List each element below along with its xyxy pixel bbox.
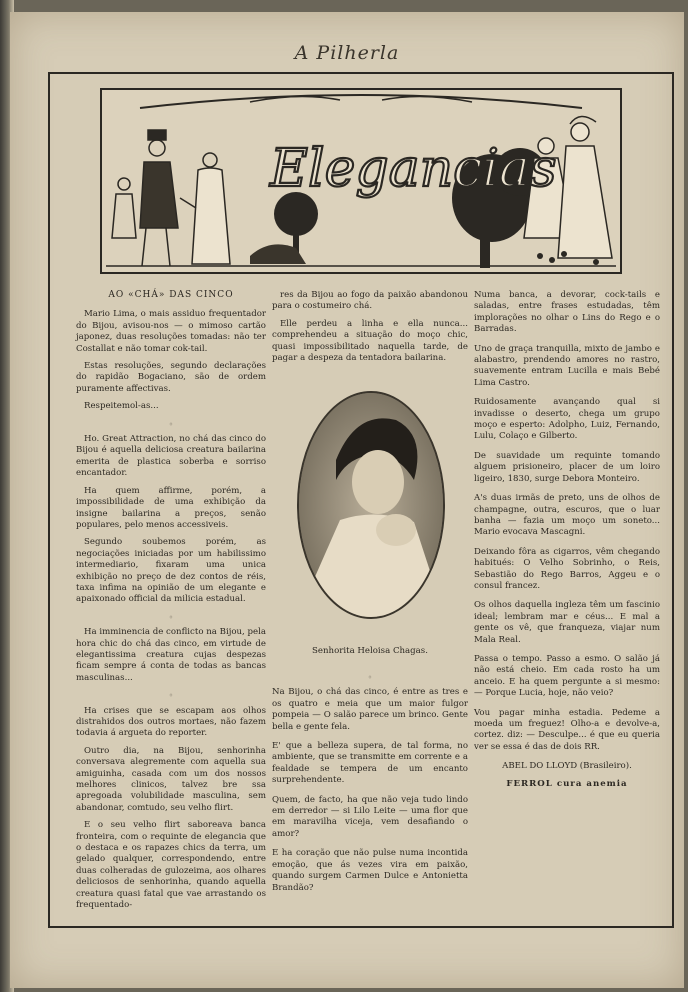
poem-stanza: Passa o tempo. Passo a esmo. O salão já não está cheio. Em cada rosto ha um anceio. E ha quem pergunte a si mesmo: — Porque Lucia, hoje, não veio? — [474, 653, 660, 699]
author-signature: ABEL DO LLOYD (Brasileiro). — [502, 761, 632, 772]
poem-stanza: Os olhos daquella ingleza têm um fascinio ideal; lembram mar e céus... E mal a gente os vê, que franqueza, viajar num Mala Real. — [474, 600, 660, 645]
poem-stanza: A's duas irmãs de preto, uns de olhos de champagne, outra, escuros, que o luar banha — fazia um moço um soneto... Mario evocava Mascagni. — [474, 493, 660, 538]
poem-stanza: Vou pagar minha estadia. Pedeme a moeda um freguez! Olho-a e devolve-a, cortez. diz: — Desculpe... é que eu queria ver se essa é das de dois RR. — [474, 707, 660, 752]
column-1 — [76, 290, 266, 918]
paragraph: Elle perdeu a linha e ella nunca... comprehendeu a situação do moço chic, quasi impossibilitado naquella tarde, de pagar a despeza da tentadora bailarina. — [272, 318, 468, 364]
paragraph: Outro dia, na Bijou, senhorinha conversava alegremente com aquella sua amiguinha, casada com um dos nossos melhores clinicos, talvez bre ssa apregoada volubilidade masculina, sem abandonar, comtudo, seu velho flirt. — [76, 745, 266, 813]
paragraph: E o seu velho flirt saboreava banca fronteira, com o requinte de elegancia que o destaca e os rapazes chics da terra, um gelado qualquer, correspondendo, entre duas colheradas de gulozeima, aos olhares deliciosos de senhorinha, quando aquella creatura quasi fatal que vae arrastando os frequentado- — [76, 820, 266, 911]
separator-ornament: ◦ — [367, 673, 373, 682]
poem-stanza: Uno de graça tranquilla, mixto de jambo e alabastro, prendendo amores no rastro, suavemente entram Lucilla e mais Bebé Lima Castro. — [474, 343, 660, 388]
paragraph: Mario Lima, o mais assiduo frequentador do Bijou, avisou-nos — o mimoso cartão japonez, duas resoluções tomadas: não ter Costallat e não tomar cok-tail. — [76, 309, 266, 354]
column-2-top — [272, 290, 468, 370]
paragraph: Ha quem affirme, porém, a impossibilidade de uma exhibição da insigne bailarina a preços, senão populares, pelo menos accessiveis. — [76, 485, 266, 530]
poem-stanza: Na Bijou, o chá das cinco, é entre as tres e os quatro e meia que um maior fulgor pompeia — O salão parece um brinco. Gente bella e gente fela. — [272, 687, 468, 732]
separator-ornament: ◦ — [168, 419, 174, 429]
poem-stanza: E ha coração que não pulse numa incontida emoção, que ás vezes vira em paixão, quando surgem Carmen Dulce e Antonietta Brandão? — [272, 848, 468, 893]
paragraph: res da Bijou ao fogo da paixão abandonou para o costumeiro chá. — [272, 290, 468, 312]
photo-caption: Senhorita Heloisa Chagas. — [312, 646, 428, 656]
paragraph: Respeitemol-as... — [84, 401, 159, 412]
paragraph: Ha crises que se escapam aos olhos distrahidos dos outros mortaes, não fazem todavia á argueta do reporter. — [76, 705, 266, 739]
section-heading: AO «CHÁ» DAS CINCO — [108, 290, 234, 300]
separator-ornament: ◦ — [168, 691, 174, 701]
paragraph: Segundo soubemos porém, as negociações iniciadas por um habilissimo intermediario, fixaram uma unica exhibição no preço de dez contos de réis, taxa infima na opinião de um elegante e apaixonado official da milicia estadual. — [76, 537, 266, 605]
separator-ornament: ◦ — [168, 612, 174, 622]
magazine-title: A Pilherla — [294, 42, 400, 64]
poem-stanza: De suavidade um requinte tomando alguem prisioneiro, placer de um loiro ligeiro, 1830, surge Debora Monteiro. — [474, 450, 660, 484]
portrait-photo — [296, 390, 446, 620]
poem-stanza: Quem, de facto, ha que não veja tudo lindo em derredor — si Lilo Leite — uma flor que em maravilha viceja, vem desafiando o amor? — [272, 794, 468, 839]
elegancias-banner-illustration — [100, 88, 622, 274]
poem-stanza: Numa banca, a devorar, cock-tails e saladas, entre frases estudadas, têm implorações no olhar o Lins do Rego e o Barradas. — [474, 290, 660, 335]
paragraph: Estas resoluções, segundo declarações do rapidão Bogaciano, são de ordem puramente affectivas. — [76, 361, 266, 394]
column-2-poem — [272, 670, 468, 902]
paragraph: Ha imminencia de conflicto na Bijou, pela hora chic do chá das cinco, em virtude de elegantissima creatura cujas despezas ficam sempre á conta de todas as bancas masculinas... — [76, 627, 266, 683]
poem-stanza: Deixando fôra as cigarros, vêm chegando habitués: O Velho Sobrinho, o Reis, Sebastião do Rego Barros, Aggeu e o consul francez. — [474, 546, 660, 591]
paragraph: Ho. Great Attraction, no chá das cinco do Bijou é aquella deliciosa creatura bailarina emerita de plastica soberba e sorriso encantador. — [76, 434, 266, 479]
banner-title: Elegancias — [270, 139, 557, 199]
poem-stanza: E' que a belleza supera, de tal forma, no ambiente, que se transmitte em corrente e a fealdade se tempera de um encanto surprehendente. — [272, 741, 468, 786]
column-3 — [474, 290, 660, 790]
footer-advertisement: FERROL cura anemia — [506, 778, 628, 789]
article-frame — [48, 72, 674, 928]
poem-stanza: Ruidosamente avançando qual si invadisse o deserto, chega um grupo moço e esperto: Adolpho, Luiz, Fernando, Lulu, Colaço e Gilberto. — [474, 397, 660, 442]
magazine-page — [10, 12, 684, 988]
